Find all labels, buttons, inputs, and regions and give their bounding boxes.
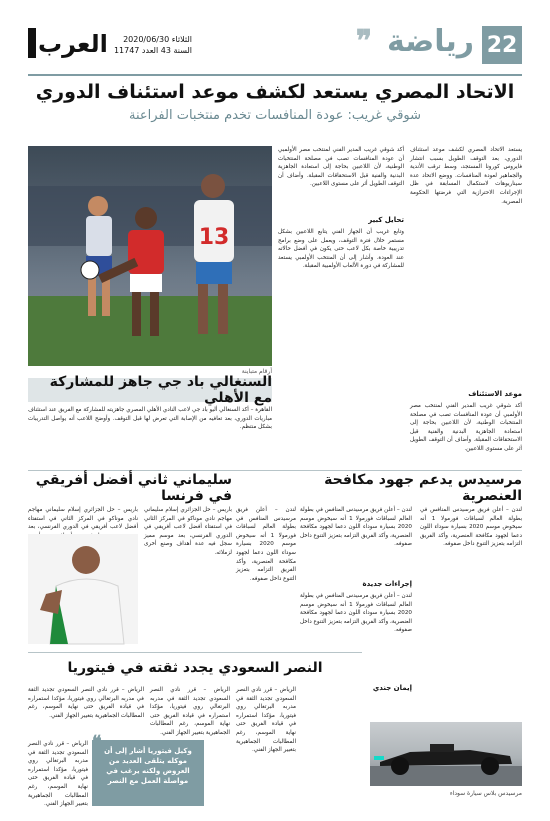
story4-col-2: [28, 506, 138, 532]
main-headline: الاتحاد المصري يستعد لكشف موعد استئناف الدوري: [35, 81, 515, 103]
race-car-illustration: [370, 722, 522, 786]
player-illustration: [28, 534, 138, 644]
story5-text-2: الرياض – قرر نادي النصر السعودي تجديد الثقة في مدربه البرتغالي روي فيتوريا، مؤكدا استمراره في قيادة الفريق حتى نهاية الموسم، رغم المطالبات الجماهيرية بتغيير الجهاز الفني.: [150, 687, 230, 736]
main-story-text-mid: وتابع غريب أن الجهاز الفني يتابع اللاعبين بشكل مستمر خلال فترة التوقف، ويعمل على وضع برامج تدريبية خاصة بكل لاعب حتى يكون في أفضل حالاته عند العودة. وأشار إلى أن المنتخب الأولمبي يستعد للمشاركة في دورة الألعاب الأولمبية المقبلة.: [278, 229, 404, 270]
story2-body: [28, 406, 272, 466]
story3-col-1: [420, 506, 522, 716]
story5-text-1: الرياض – قرر نادي النصر السعودي تجديد الثقة في مدربه البرتغالي روي فيتوريا، مؤكدا استمراره في قيادة الفريق حتى نهاية الموسم، رغم المطالبات الجماهيرية بتغيير الجهاز الفني.: [236, 687, 296, 754]
masthead-divider: [28, 74, 522, 76]
f1-car-photo: [370, 722, 522, 786]
story5-headline: النصر السعودي يجدد ثقته في فيتوريا: [67, 660, 323, 676]
section-name: رياضة: [387, 24, 474, 59]
masthead: [28, 22, 522, 70]
story3-headline: مرسيدس يدعم جهود مكافحة العنصرية: [324, 472, 522, 504]
quote-mark-icon: ❞: [355, 24, 372, 59]
main-subheadline: شوقي غريب: عودة المنافسات تخدم منتخبات الفراعنة: [128, 108, 422, 123]
story4-text-2: باريس – حل الجزائري إسلام سليماني مهاجم نادي موناكو في المركز الثاني في استفتاء أفضل لاعب أفريقي في الدوري الفرنسي، بعد: [28, 507, 138, 531]
section-divider: [28, 470, 522, 471]
story2-headline: السنغالي باد جي جاهز للمشاركة مع الأهلي: [49, 374, 272, 406]
football-players-illustration: [28, 146, 272, 366]
slimani-photo: [28, 534, 138, 644]
story4-headline-bar: [28, 472, 232, 504]
story5-col-1: [236, 686, 296, 806]
subhead-resume-date: موعد الاستئناف: [468, 390, 522, 398]
story3-headline-bar: [282, 472, 522, 504]
story3-byline: إيمان جندي: [372, 684, 412, 692]
main-story-col-mid-top: [278, 146, 404, 216]
logo-mark-icon: [28, 28, 36, 58]
car-caption: مرسيدس بلاس سيارة سوداء: [449, 790, 522, 797]
story5-headline-bar: [28, 656, 362, 680]
story2-headline-bar: [28, 374, 272, 406]
story3-text-3: لندن – أعلن فريق مرسيدس المنافس في بطولة العالم لسباقات فورمولا 1 أنه سيخوض موسم 2020 بسيارة سوداء اللون دعما لجهود مكافحة العنصرية، وأكد الفريق التزامه بتعزيز التنوع داخل صفوفه.: [300, 593, 412, 634]
photo-caption: أرقام متباينة: [241, 368, 272, 375]
main-photo: [28, 146, 272, 366]
story3-text-1: لندن – أعلن فريق مرسيدس المنافس في بطولة العالم لسباقات فورمولا 1 أنه سيخوض موسم 2020 بسيارة سوداء اللون دعما لجهود مكافحة العنصرية، وأكد الفريق التزامه بتعزيز التنوع داخل صفوفه.: [420, 507, 522, 548]
issue-info: [112, 34, 192, 56]
story2-text: القاهرة – أكد السنغالي أليو باد جي لاعب النادي الأهلي المصري جاهزيته للمشاركة مع الفريق عند استئناف مباريات الدوري، بعد تعافيه من الإصابة التي تعرض لها قبل التوقف. وأوضح اللاعب أنه يواصل التدريبات بشكل منتظم.: [28, 407, 272, 431]
main-story-col-mid: [278, 228, 404, 464]
main-story-col-right: [410, 146, 522, 384]
story4-text-1: باريس – حل الجزائري إسلام سليماني مهاجم نادي موناكو في المركز الثاني في استفتاء أفضل لاعب أفريقي في الدوري الفرنسي، بعد موسم مميز سجل فيه عدة أهداف وصنع أخرى لزملائه.: [144, 507, 232, 556]
pullquote: [92, 740, 204, 806]
story3-text-2: لندن – أعلن فريق مرسيدس المنافس في بطولة العالم لسباقات فورمولا 1 أنه سيخوض موسم 2020 بسيارة سوداء اللون دعما لجهود مكافحة العنصرية، وأكد الفريق التزامه بتعزيز التنوع داخل صفوفه.: [300, 507, 412, 548]
jersey-number: 13: [198, 225, 230, 250]
main-story-col-right-b: [410, 402, 522, 462]
main-story-text-right: يستعد الاتحاد المصري لكشف موعد استئناف الدوري، بعد التوقف الطويل بسبب انتشار فايروس كورونا المستجد، وسط ترقب الأندية والجماهير لعودة المنافسات. ووضع الاتحاد عدة سيناريوهات لاستكمال المسابقة في ظل الإجراءات الاحترازية التي فرضتها الحكومة المصرية.: [410, 147, 522, 205]
subhead-tahayul: تحايل كبير: [368, 216, 404, 224]
story5-text-4: الرياض – قرر نادي النصر السعودي تجديد الثقة في مدربه البرتغالي روي فيتوريا، مؤكدا استمراره في قيادة الفريق حتى نهاية الموسم، رغم المطالبات الجماهيرية بتغيير الجهاز الفني.: [28, 741, 88, 808]
issue-date: الثلاثاء 2020/06/30: [123, 35, 192, 44]
story4-headline: سليماني ثاني أفضل أفريقي في فرنسا: [35, 472, 232, 504]
story5-text-3: الرياض – قرر نادي النصر السعودي تجديد الثقة في مدربه البرتغالي روي فيتوريا، مؤكدا استمراره في قيادة الفريق حتى نهاية الموسم، رغم المطالبات الجماهيرية بتغيير الجهاز الفني.: [28, 687, 144, 719]
main-story-text-mid-top: أكد شوقي غريب المدير الفني لمنتخب مصر الأولمبي أن عودة المنافسات تصب في مصلحة المنتخبات الوطنية، لأن اللاعبين بحاجة إلى استعادة الجاهزية البدنية والفنية قبل الاستحقاقات المقبلة. وأضاف أن التوقف الطويل أثر على مستوى اللاعبين.: [278, 147, 404, 188]
section-divider-2: [28, 652, 362, 653]
main-story-text-right-b: أكد شوقي غريب المدير الفني لمنتخب مصر الأولمبي أن عودة المنافسات تصب في مصلحة المنتخبات الوطنية، لأن اللاعبين بحاجة إلى استعادة الجاهزية البدنية والفنية قبل الاستحقاقات المقبلة. وأضاف أن التوقف الطويل أثر على مستوى اللاعبين.: [410, 403, 522, 452]
section-number: 22: [482, 26, 522, 64]
story5-col-4: [28, 740, 88, 806]
issue-number: السنة 43 العدد 11747: [113, 46, 192, 55]
story3-text-4: لندن – أعلن فريق مرسيدس المنافس في بطولة العالم لسباقات فورمولا 1 أنه سيخوض موسم 2020 بسيارة سوداء اللون دعما لجهود مكافحة العنصرية، وأكد الفريق التزامه بتعزيز التنوع داخل صفوفه.: [236, 507, 296, 582]
story4-col-1: [144, 506, 232, 646]
story5-col-3: [28, 686, 144, 730]
pullquote-text: وكيل فيتوريا أشار إلى أن موكله يتلقى العديد من العروض ولكنه يرغب في مواصلة العمل مع النصر: [104, 747, 192, 785]
story3-col-2: [300, 506, 412, 576]
newspaper-logo: العرب: [38, 30, 108, 58]
story3-subhead: إجراءات جديدة: [362, 580, 412, 588]
